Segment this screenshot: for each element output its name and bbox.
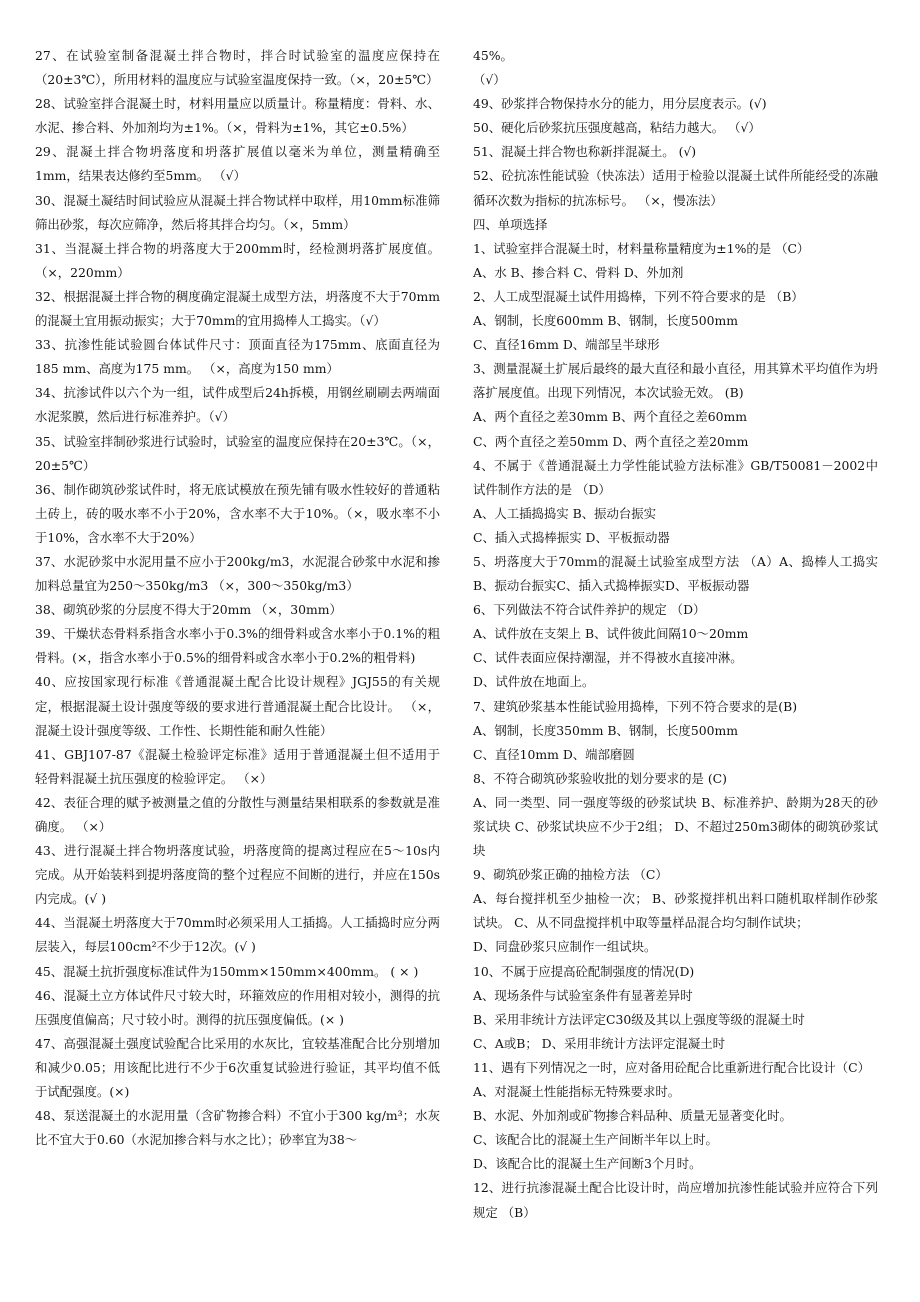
- left-column: [35, 44, 440, 1152]
- question-38: 38、砌筑砂浆的分层度不得大于20mm （×，30mm）: [35, 602, 342, 618]
- question-35: 35、试验室拌制砂浆进行试验时，试验室的温度应保持在20±3℃。（×，20±5℃）: [35, 433, 440, 473]
- mc-options-2a: A、钢制，长度600mm B、钢制，长度500mm: [473, 313, 738, 329]
- mc-options-1: A、水 B、掺合料 C、骨料 D、外加剂: [473, 264, 684, 280]
- question-30: 30、混凝土凝结时间试验应从混凝土拌合物试样中取样，用10mm标准筛筛出砂浆，每次应筛净，然后将其拌合均匀。（×，5mm）: [35, 192, 440, 232]
- mc-options-11a: A、对混凝土性能指标无特殊要求时。: [473, 1084, 681, 1100]
- question-42: 42、表征合理的赋予被测量之值的分散性与测量结果相联系的参数就是准确度。 （×）: [35, 794, 440, 834]
- question-33: 33、抗渗性能试验圆台体试件尺寸：顶面直径为175mm、底面直径为185 mm、高度为175 mm。 （×，高度为150 mm）: [35, 337, 440, 377]
- question-34: 34、抗渗试件以六个为一组，试件成型后24h拆模，用钢丝刷刷去两端面水泥浆膜，然后进行标准养护。（√）: [35, 385, 440, 425]
- mc-question-4: 4、不属于《普通混凝土力学性能试验方法标准》GB/T50081－2002中试件制作方法的是 （D）: [473, 457, 878, 497]
- mc-question-5: 5、坍落度大于70mm的混凝土试验室成型方法 （A）A、捣棒人工捣实B、振动台振实C、插入式捣棒振实D、平板振动器: [473, 553, 878, 594]
- question-49: 49、砂浆拌合物保持水分的能力，用分层度表示。(√): [473, 96, 767, 112]
- mc-options-6a: A、试件放在支架上 B、试件彼此间隔10～20mm: [473, 626, 749, 642]
- mc-question-1: 1、试验室拌合混凝土时，材料量称量精度为±1%的是 （C）: [473, 240, 810, 256]
- mc-question-8: 8、不符合砌筑砂浆验收批的划分要求的是 (C): [473, 770, 728, 786]
- mc-options-6b: C、试件表面应保持潮湿，并不得被水直接冲淋。: [473, 650, 743, 666]
- mc-options-3b: C、两个直径之差50mm D、两个直径之差20mm: [473, 433, 749, 449]
- mc-options-11c: C、该配合比的混凝土生产间断半年以上时。: [473, 1132, 718, 1148]
- question-46: 46、混凝土立方体试件尺寸较大时，环箍效应的作用相对较小，测得的抗压强度值偏高；尺寸较小时。测得的抗压强度偏低。(× ): [35, 987, 440, 1027]
- question-41: 41、GBJ107-87《混凝土检验评定标准》适用于普通混凝土但不适用于轻骨料混凝土抗压强度的检验评定。 （×）: [35, 746, 440, 786]
- mc-options-3a: A、两个直径之差30mm B、两个直径之差60mm: [473, 409, 747, 425]
- question-36: 36、制作砌筑砂浆试件时，将无底试模放在预先铺有吸水性较好的普通粘土砖上，砖的吸水率不小于20%，含水率不大于10%。（×，吸水率不小于10%，含水率不大于20%）: [35, 481, 440, 545]
- mc-options-4a: A、人工插捣捣实 B、振动台振实: [473, 505, 657, 521]
- mc-question-9: 9、砌筑砂浆正确的抽检方法 （C）: [473, 867, 668, 883]
- question-50: 50、硬化后砂浆抗压强度越高，粘结力越大。 （√）: [473, 120, 761, 136]
- mc-options-7a: A、钢制，长度350mm B、钢制，长度500mm: [473, 722, 738, 738]
- mc-question-3: 3、测量混凝土扩展后最终的最大直径和最小直径，用其算术平均值作为坍落扩展度值。出现下列情况，本次试验无效。 (B): [473, 361, 878, 401]
- mc-options-2b: C、直径16mm D、端部呈半球形: [473, 337, 660, 353]
- mc-question-12: 12、进行抗渗混凝土配合比设计时，尚应增加抗渗性能试验并应符合下列规定 （B）: [473, 1180, 878, 1220]
- mc-options-4b: C、插入式捣棒振实 D、平板振动器: [473, 529, 670, 545]
- mc-question-11: 11、遇有下列情况之一时，应对备用砼配合比重新进行配合比设计（C）: [473, 1059, 870, 1075]
- question-29: 29、混凝土拌合物坍落度和坍落扩展值以毫米为单位，测量精确至1mm，结果表达修约至5mm。 （√）: [35, 144, 440, 184]
- question-37: 37、水泥砂浆中水泥用量不应小于200kg/m3，水泥混合砂浆中水泥和掺加料总量宜为250～350kg/m3 （×，300～350kg/m3）: [35, 553, 440, 594]
- mc-options-10c: C、A或B； D、采用非统计方法评定混凝土时: [473, 1035, 726, 1051]
- question-27: 27、在试验室制备混凝土拌合物时，拌合时试验室的温度应保持在（20±3℃），所用材料的温度应与试验室温度保持一致。（×，20±5℃）: [35, 48, 440, 88]
- question-40: 40、应按国家现行标准《普通混凝土配合比设计规程》JGJ55的有关规定，根据混凝土设计强度等级的要求进行普通混凝土配合比设计。 （×，混凝土设计强度等级、工作性、长期性能和耐久性能）: [35, 674, 440, 738]
- question-39: 39、干燥状态骨料系指含水率小于0.3%的细骨料或含水率小于0.1%的粗骨料。(×，指含水率小于0.5%的细骨料或含水率小于0.2%的粗骨料): [35, 626, 440, 666]
- question-48-continued: 45%。: [473, 48, 513, 63]
- mc-question-7: 7、建筑砂浆基本性能试验用捣棒，下列不符合要求的是(B): [473, 698, 798, 714]
- question-28: 28、试验室拌合混凝土时，材料用量应以质量计。称量精度：骨料、水、水泥、掺合料、外加剂均为±1%。（×，骨料为±1%，其它±0.5%）: [35, 96, 440, 136]
- question-31: 31、当混凝土拌合物的坍落度大于200mm时，经检测坍落扩展度值。（×，220mm）: [35, 240, 440, 280]
- mc-options-9b: D、同盘砂浆只应制作一组试块。: [473, 939, 657, 955]
- question-51: 51、混凝土拌合物也称新拌混凝土。 (√): [473, 144, 697, 160]
- section-heading: 四、单项选择: [473, 216, 548, 232]
- mc-question-6: 6、下列做法不符合试件养护的规定 （D）: [473, 602, 706, 618]
- mc-options-11d: D、该配合比的混凝土生产间断3个月时。: [473, 1156, 702, 1172]
- mc-options-9a: A、每台搅拌机至少抽检一次； B、砂浆搅拌机出料口随机取样制作砂浆试块。 C、从不同盘搅拌机中取等量样品混合均匀制作试块；: [473, 891, 878, 931]
- mc-options-6c: D、试件放在地面上。: [473, 674, 595, 690]
- mc-options-11b: B、水泥、外加剂或矿物掺合料品种、质量无显著变化时。: [473, 1108, 792, 1124]
- mc-options-8: A、同一类型、同一强度等级的砂浆试块 B、标准养护、龄期为28天的砂浆试块 C、砂浆试块应不少于2组； D、不超过250m3砌体的砌筑砂浆试块: [473, 794, 878, 859]
- mc-question-10: 10、不属于应提高砼配制强度的情况(D): [473, 963, 695, 979]
- question-48: 48、泵送混凝土的水泥用量（含矿物掺合料）不宜小于300 kg/m³；水灰比不宜大于0.60（水泥加掺合料与水之比）；砂率宜为38～: [35, 1108, 440, 1148]
- question-32: 32、根据混凝土拌合物的稠度确定混凝土成型方法，坍落度不大于70mm的混凝土宜用振动振实；大于70mm的宜用捣棒人工捣实。（√）: [35, 288, 440, 329]
- question-45: 45、混凝土抗折强度标准试件为150mm×150mm×400mm。 ( × ): [35, 963, 419, 979]
- question-47: 47、高强混凝土强度试验配合比采用的水灰比，宜较基准配合比分别增加和减少0.05；用该配比进行不少于6次重复试验进行验证，其平均值不低于试配强度。(×): [35, 1035, 440, 1100]
- question-48-answer: （√）: [473, 72, 506, 88]
- question-52: 52、砼抗冻性能试验（快冻法）适用于检验以混凝土试件所能经受的冻融循环次数为指标的抗冻标号。 （×，慢冻法）: [473, 168, 878, 208]
- mc-options-10b: B、采用非统计方法评定C30级及其以上强度等级的混凝土时: [473, 1011, 805, 1027]
- right-column: [473, 44, 878, 1225]
- question-44: 44、当混凝土坍落度大于70mm时必须采用人工插捣。人工插捣时应分两层装入，每层100cm²不少于12次。(√ ): [35, 915, 440, 955]
- question-43: 43、进行混凝土拌合物坍落度试验，坍落度筒的提离过程应在5～10s内完成。从开始装料到提坍落度筒的整个过程应不间断的进行，并应在150s内完成。(√ ): [35, 843, 440, 907]
- mc-options-7b: C、直径10mm D、端部磨圆: [473, 746, 635, 762]
- mc-options-10a: A、现场条件与试验室条件有显著差异时: [473, 987, 693, 1003]
- mc-question-2: 2、人工成型混凝土试件用捣棒，下列不符合要求的是 （B）: [473, 288, 804, 304]
